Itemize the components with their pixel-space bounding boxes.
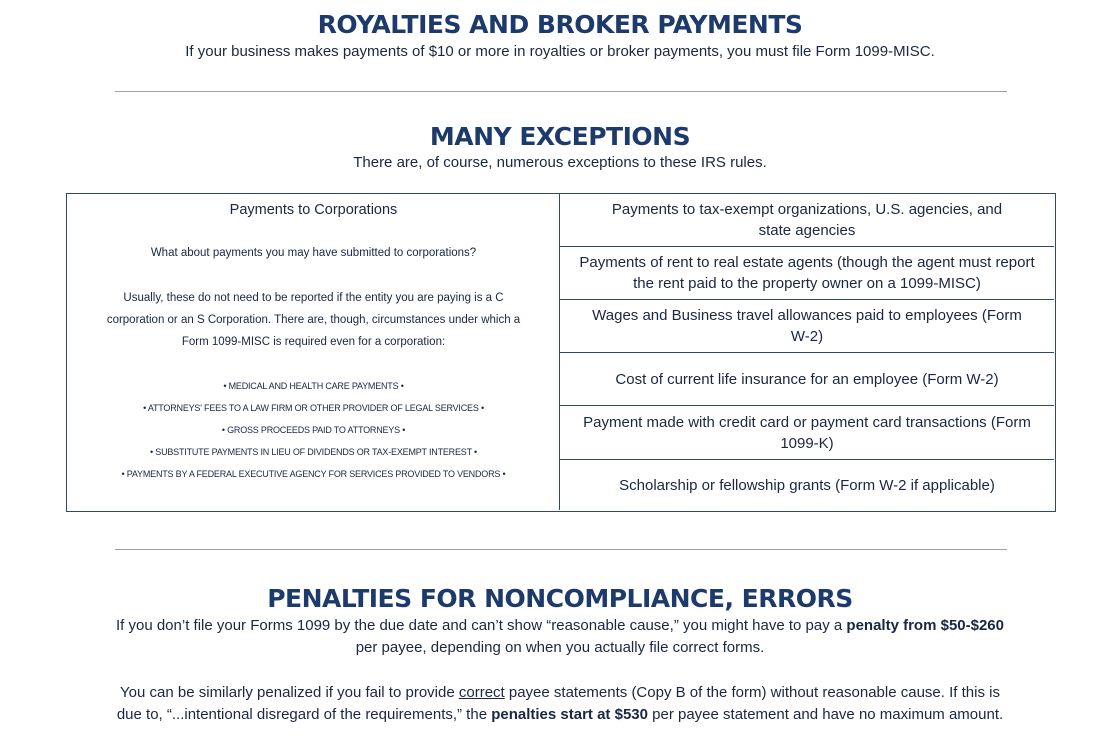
- corporations-explanation-line: Form 1099-MISC is required even for a corporation:: [181, 336, 446, 348]
- corporations-question: What about payments you may have submitted to corporations?: [150, 247, 477, 259]
- exception-item: Payments to tax-exempt organizations, U.S. agencies, and state agencies: [560, 194, 1054, 247]
- corporations-explanation-line: corporation or an S Corporation. There are, though, circumstances under which a: [106, 314, 521, 326]
- penalty-start: penalties start at $530: [491, 706, 648, 723]
- penalties-paragraph-1-cont: per payee, depending on when you actually file correct forms.: [355, 639, 765, 656]
- corporations-bullet: • SUBSTITUTE PAYMENTS IN LIEU OF DIVIDENDS OR TAX-EXEMPT INTEREST •: [150, 447, 477, 457]
- exceptions-heading: MANY EXCEPTIONS: [429, 122, 691, 151]
- exception-item: Wages and Business travel allowances paid to employees (Form W-2): [560, 300, 1054, 353]
- corporations-bullet: • GROSS PROCEEDS PAID TO ATTORNEYS •: [221, 425, 406, 435]
- divider: [115, 549, 1007, 550]
- exception-item: Cost of current life insurance for an employee (Form W-2): [560, 353, 1054, 406]
- royalties-heading: ROYALTIES AND BROKER PAYMENTS: [317, 10, 803, 39]
- royalties-text: If your business makes payments of $10 or more in royalties or broker payments, you must file Form 1099-MISC.: [185, 43, 935, 60]
- penalties-paragraph-2-cont: due to, “...intentional disregard of the requirements,” the penalties start at $530 per payee statement and have no maximum amount.: [116, 706, 1004, 723]
- penalties-paragraph-1: If you don’t file your Forms 1099 by the due date and can’t show “reasonable cause,” you might have to pay a penalty from $50-$260: [115, 617, 1004, 634]
- corporations-cell: [67, 194, 560, 510]
- penalty-range: penalty from $50-$260: [846, 617, 1004, 634]
- corporations-bullet: • PAYMENTS BY A FEDERAL EXECUTIVE AGENCY FOR SERVICES PROVIDED TO VENDORS •: [121, 469, 506, 479]
- corporations-bullet: • MEDICAL AND HEALTH CARE PAYMENTS •: [223, 381, 404, 391]
- penalties-heading: PENALTIES FOR NONCOMPLIANCE, ERRORS: [267, 584, 853, 613]
- exceptions-table: [66, 193, 1056, 512]
- corporations-bullet: • ATTORNEYS' FEES TO A LAW FIRM OR OTHER PROVIDER OF LEGAL SERVICES •: [143, 403, 484, 413]
- corporations-explanation-line: Usually, these do not need to be reported if the entity you are paying is a C: [123, 292, 504, 304]
- divider: [115, 91, 1007, 92]
- exception-item: Payments of rent to real estate agents (though the agent must report the rent paid to the property owner on a 1099-MISC): [560, 247, 1054, 300]
- penalties-paragraph-2: You can be similarly penalized if you fail to provide correct payee statements (Copy B of the form) without reasonable cause. If this is: [120, 684, 1000, 701]
- exception-item: Payment made with credit card or payment card transactions (Form 1099-K): [560, 406, 1054, 460]
- corporations-title: Payments to Corporations: [229, 202, 398, 218]
- correct-underlined: correct: [458, 684, 505, 701]
- exceptions-text: There are, of course, numerous exceptions to these IRS rules.: [353, 154, 767, 171]
- exception-item: Scholarship or fellowship grants (Form W-2 if applicable): [619, 476, 995, 494]
